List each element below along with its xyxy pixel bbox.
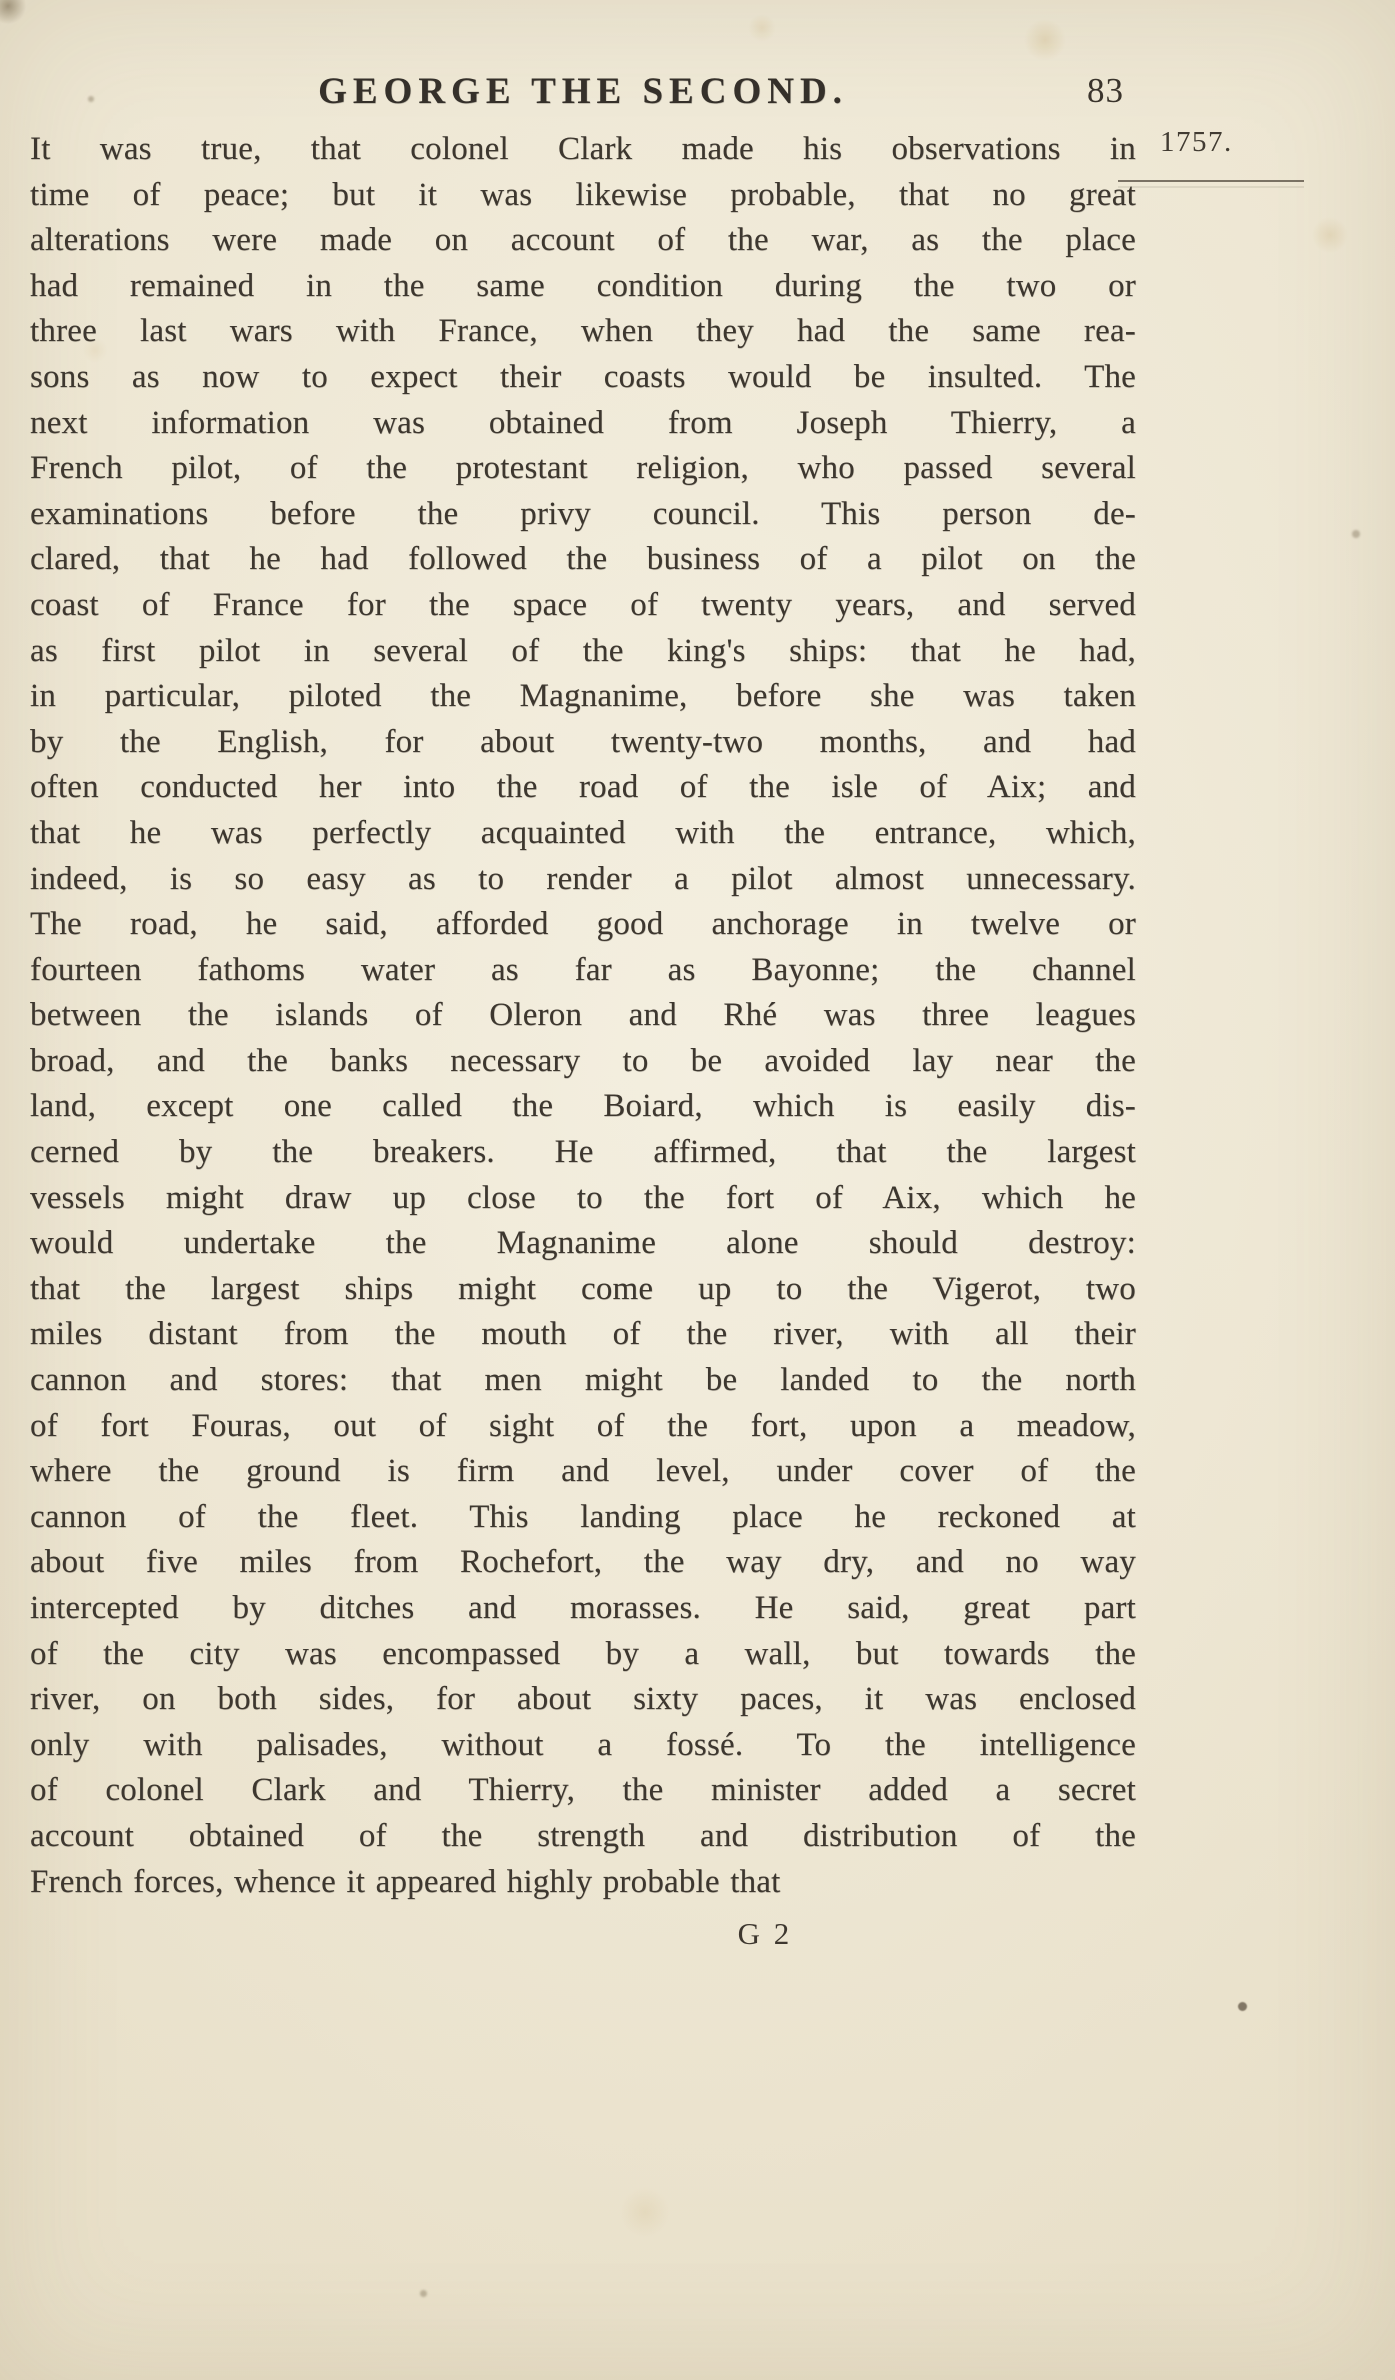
margin-rule: [1118, 180, 1304, 182]
paper-stain: [420, 2290, 427, 2297]
body-text-line: time of peace; but it was likewise probable, that no great: [30, 176, 1136, 213]
body-text-line: that the largest ships might come up to the Vigerot, two: [30, 1270, 1136, 1307]
body-text-line: three last wars with France, when they had the same rea-: [30, 313, 1136, 350]
body-text-line: next information was obtained from Joseph Thierry, a: [30, 404, 1136, 441]
body-text-line: in particular, piloted the Magnanime, before she was taken: [30, 678, 1136, 715]
body-text-line: often conducted her into the road of the isle of Aix; and: [30, 769, 1136, 806]
ink-speck: [1238, 2002, 1247, 2011]
body-text-line: would undertake the Magnanime alone should destroy:: [30, 1225, 1136, 1262]
body-text-line: It was true, that colonel Clark made his observations in: [30, 131, 1136, 167]
body-text-line: broad, and the banks necessary to be avoided lay near the: [30, 1042, 1136, 1079]
body-text-line: clared, that he had followed the business of a pilot on the: [30, 541, 1136, 578]
margin-year-note: 1757.: [1160, 126, 1233, 158]
body-text-line: alterations were made on account of the war, as the place: [30, 222, 1136, 259]
body-text-line: intercepted by ditches and morasses. He said, great part: [30, 1590, 1136, 1626]
body-text-line: where the ground is firm and level, under cover of the: [30, 1453, 1136, 1490]
body-text-line: land, except one called the Boiard, which is easily dis-: [30, 1088, 1136, 1125]
body-text-line: cannon of the fleet. This landing place he reckoned at: [30, 1498, 1136, 1535]
body-text-line: of colonel Clark and Thierry, the minister added a secret: [30, 1772, 1136, 1809]
body-text-line: coast of France for the space of twenty years, and served: [30, 586, 1136, 623]
body-text-line: examinations before the privy council. This person de-: [30, 495, 1136, 532]
body-text-line: between the islands of Oleron and Rhé was three leagues: [30, 997, 1136, 1034]
body-text-line: as first pilot in several of the king's ships: that he had,: [30, 632, 1136, 669]
body-text-line: about five miles from Rochefort, the way dry, and no way: [30, 1544, 1136, 1581]
body-text-line: that he was perfectly acquainted with the entrance, which,: [30, 814, 1136, 851]
paper-stain: [88, 96, 94, 102]
body-text-line: only with palisades, without a fossé. To the intelligence: [30, 1726, 1136, 1763]
body-text-line: French pilot, of the protestant religion, who passed several: [30, 450, 1136, 487]
body-text-line: The road, he said, afforded good anchorage in twelve or: [30, 906, 1136, 943]
body-text-line: cannon and stores: that men might be landed to the north: [30, 1362, 1136, 1399]
body-text-line: had remained in the same condition during the two or: [30, 267, 1136, 304]
body-text-line: of fort Fouras, out of sight of the fort, upon a meadow,: [30, 1407, 1136, 1444]
body-text-line: river, on both sides, for about sixty paces, it was enclosed: [30, 1681, 1136, 1718]
body-text-line: by the English, for about twenty-two months, and had: [30, 723, 1136, 760]
running-head: [30, 70, 1136, 122]
body-text-line: indeed, is so easy as to render a pilot almost unnecessary.: [30, 860, 1136, 897]
signature-mark: G 2: [737, 1916, 793, 1951]
body-text-line: miles distant from the mouth of the river, with all their: [30, 1316, 1136, 1353]
body-text-line: vessels might draw up close to the fort of Aix, which he: [30, 1179, 1136, 1216]
body-text: [30, 127, 1136, 1905]
body-text-line: of the city was encompassed by a wall, but towards the: [30, 1635, 1136, 1672]
body-text-line: account obtained of the strength and distribution of the: [30, 1817, 1136, 1854]
body-text-line: sons as now to expect their coasts would be insulted. The: [30, 358, 1136, 395]
page-number: 83: [1087, 71, 1124, 110]
running-head-title: GEORGE THE SECOND.: [318, 71, 848, 112]
body-text-line: French forces, whence it appeared highly probable that: [30, 1863, 781, 1900]
paper-stain: [1352, 530, 1360, 538]
body-text-line: fourteen fathoms water as far as Bayonne; the channel: [30, 951, 1136, 988]
body-text-line: cerned by the breakers. He affirmed, that the largest: [30, 1134, 1136, 1171]
